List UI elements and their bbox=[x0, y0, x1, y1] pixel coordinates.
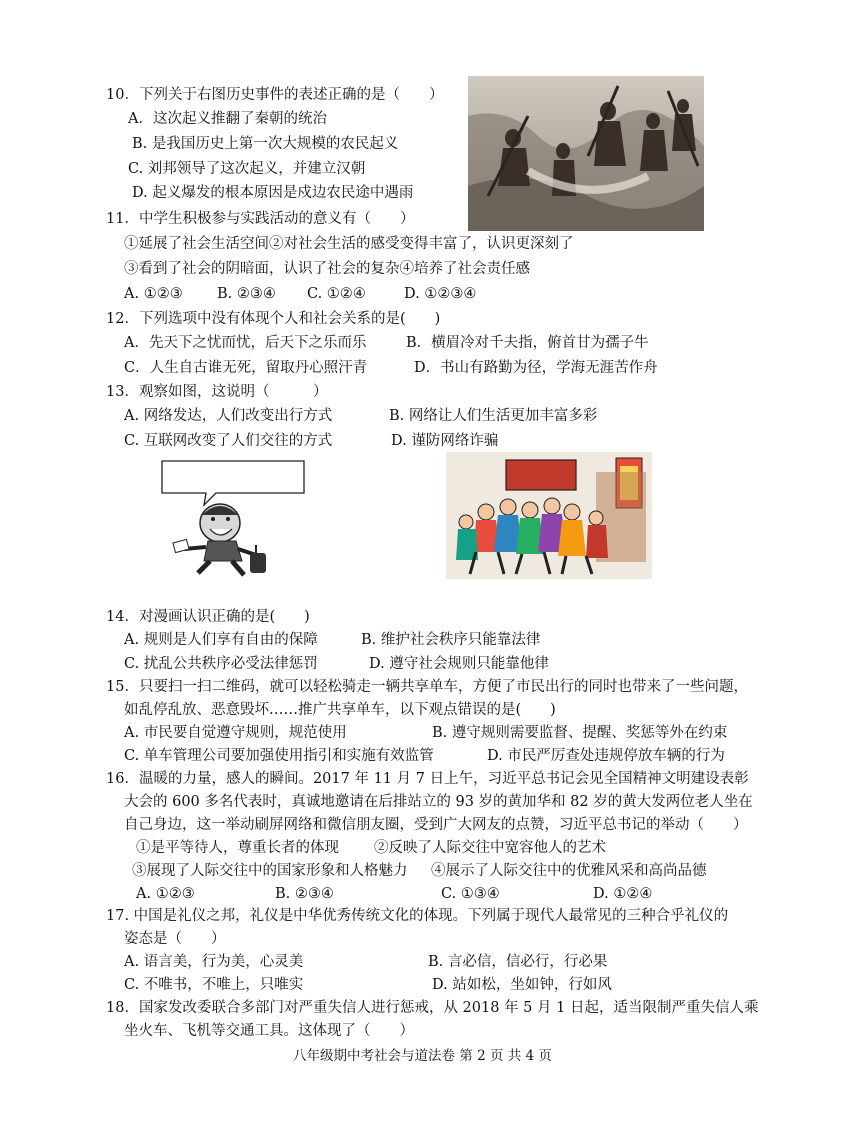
q13-option-a: A. 网络发达，人们改变出行方式 bbox=[124, 408, 333, 424]
q14-option-b: B. 维护社会秩序只能靠法律 bbox=[361, 632, 541, 648]
q16-statement-3: ③展现了人际交往中的国家形象和人格魅力 bbox=[132, 863, 408, 879]
q16-option-a: A. ①②③ bbox=[136, 886, 195, 902]
q16-statement-2: ②反映了人际交往中宽容他人的艺术 bbox=[374, 840, 606, 856]
fig14-cartoon bbox=[446, 452, 652, 579]
q16-statement-1: ①是平等待人，尊重长者的体现 bbox=[136, 840, 339, 856]
q10-stem: 10．下列关于右图历史事件的表述正确的是（ ） bbox=[106, 87, 444, 103]
q11-option-c: C. ①②④ bbox=[307, 286, 366, 302]
q13-option-d: D. 谨防网络诈骗 bbox=[391, 433, 499, 449]
q11-option-b: B. ②③④ bbox=[217, 286, 276, 302]
q16-stem-line1: 16．温暖的力量，感人的瞬间。2017 年 11 月 7 日上午，习近平总书记会见全国精神文明建设表彰 bbox=[106, 771, 749, 787]
q13-stem: 13．观察如图，这说明（ ） bbox=[106, 384, 328, 400]
q14-option-d: D. 遵守社会规则只能靠他律 bbox=[369, 656, 549, 672]
q17-stem-line2: 姿态是（ ） bbox=[124, 931, 226, 947]
q16-option-c: C. ①③④ bbox=[441, 886, 500, 902]
q16-stem-line3: 自己身边，这一举动刷屏网络和微信朋友圈，受到广大网友的点赞，习近平总书记的举动（ ） bbox=[124, 817, 748, 833]
q13-option-c: C. 互联网改变了人们交往的方式 bbox=[124, 433, 333, 449]
q11-statement-3-4: ③看到了社会的阴暗面，认识了社会的复杂④培养了社会责任感 bbox=[124, 261, 530, 277]
q10-option-b: B. 是我国历史上第一次大规模的农民起义 bbox=[132, 136, 399, 152]
q10-option-a: A．这次起义推翻了秦朝的统治 bbox=[128, 111, 327, 127]
q14-option-c: C. 扰乱公共秩序必受法律惩罚 bbox=[124, 656, 318, 672]
q15-stem-line2: 如乱停乱放、恶意毁坏……推广共享单车，以下观点错误的是( ) bbox=[124, 702, 556, 718]
q10-option-d: D. 起义爆发的根本原因是戍边农民途中遇雨 bbox=[132, 185, 414, 201]
q18-stem-line1: 18．国家发改委联合多部门对严重失信人进行惩戒，从 2018 年 5 月 1 日起，适当限制严重失信人乘 bbox=[106, 1000, 759, 1016]
q17-option-d: D. 站如松，坐如钟，行如风 bbox=[432, 977, 612, 993]
q16-option-d: D. ①②④ bbox=[593, 886, 653, 902]
q12-stem: 12．下列选项中没有体现个人和社会关系的是( ) bbox=[106, 311, 441, 327]
q16-stem-line2: 大会的 600 多名代表时，真诚地邀请在后排站立的 93 岁的黄加华和 82 岁的黄大发两位老人坐在 bbox=[124, 794, 753, 810]
q10-uprising-painting bbox=[468, 76, 704, 231]
q13-option-b: B. 网络让人们生活更加丰富多彩 bbox=[389, 408, 598, 424]
q17-option-a: A. 语言美，行为美，心灵美 bbox=[124, 954, 304, 970]
q12-option-a: A．先天下之忧而忧，后天下之乐而乐 bbox=[124, 335, 367, 351]
q17-option-b: B. 言必信，信必行，行必果 bbox=[428, 954, 608, 970]
q11-option-a: A. ①②③ bbox=[124, 286, 183, 302]
q15-stem-line1: 15．只要扫一扫二维码，就可以轻松骑走一辆共享单车，方便了市民出行的同时也带来了一些问题， bbox=[106, 679, 748, 695]
q11-option-d: D. ①②③④ bbox=[404, 286, 477, 302]
q14-option-a: A. 规则是人们享有自由的保障 bbox=[124, 632, 318, 648]
q14-stem: 14．对漫画认识正确的是( ) bbox=[106, 609, 310, 625]
q15-option-c: C. 单车管理公司要加强使用指引和实施有效监管 bbox=[124, 748, 434, 764]
q17-stem-line1: 17. 中国是礼仪之邦，礼仪是中华优秀传统文化的体现。下列属于现代人最常见的三种合乎礼仪的 bbox=[106, 908, 729, 924]
q16-statement-4: ④展示了人际交往中的优雅风采和高尚品德 bbox=[431, 863, 707, 879]
q18-stem-line2: 坐火车、飞机等交通工具。这体现了（ ） bbox=[124, 1023, 414, 1039]
cashier-sign-icon bbox=[506, 460, 576, 490]
q12-option-d: D．书山有路勤为径，学海无涯苦作舟 bbox=[414, 360, 658, 376]
q10-option-c: C. 刘邦领导了这次起义，并建立汉朝 bbox=[128, 161, 366, 177]
q12-option-c: C．人生自古谁无死，留取丹心照汗青 bbox=[124, 360, 368, 376]
fig13-cartoon bbox=[158, 457, 308, 579]
q15-option-a: A. 市民要自觉遵守规则，规范使用 bbox=[124, 725, 347, 741]
page-footer: 八年级期中考社会与道法卷 第 2 页 共 4 页 bbox=[293, 1048, 552, 1064]
q17-option-c: C. 不唯书，不唯上，只唯实 bbox=[124, 977, 304, 993]
q12-option-b: B．横眉冷对千夫指，俯首甘为孺子牛 bbox=[406, 335, 649, 351]
q15-option-d: D. 市民严厉查处违规停放车辆的行为 bbox=[487, 748, 725, 764]
speech-bubble-icon bbox=[162, 461, 304, 505]
q16-option-b: B. ②③④ bbox=[275, 886, 334, 902]
q11-statement-1-2: ①延展了社会生活空间②对社会生活的感受变得丰富了，认识更深刻了 bbox=[124, 236, 574, 252]
q15-option-b: B. 遵守规则需要监督、提醒、奖惩等外在约束 bbox=[432, 725, 728, 741]
q11-stem: 11．中学生积极参与实践活动的意义有（ ） bbox=[106, 211, 415, 227]
